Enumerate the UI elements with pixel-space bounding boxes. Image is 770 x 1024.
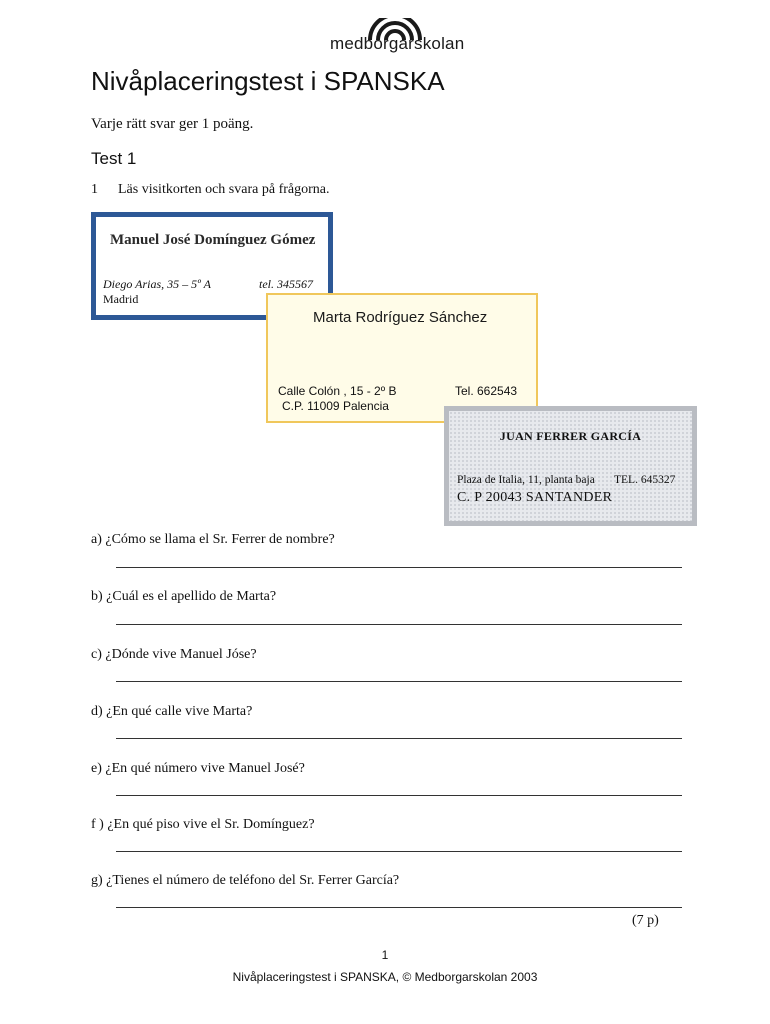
medborgarskolan-logo — [330, 18, 465, 58]
answer-line-f[interactable] — [116, 851, 682, 852]
question-d: d) ¿En qué calle vive Marta? — [91, 704, 253, 719]
points-total: (7 p) — [632, 913, 659, 928]
answer-line-e[interactable] — [116, 795, 682, 796]
card-phone: tel. 345567 — [259, 277, 313, 291]
card-address: Plaza de Italia, 11, planta baja — [457, 474, 595, 486]
answer-line-b[interactable] — [116, 624, 682, 625]
card-phone: Tel. 662543 — [455, 384, 518, 398]
card-address: Diego Arias, 35 – 5º A — [103, 277, 211, 291]
card-name: Manuel José Domínguez Gómez — [110, 232, 316, 248]
answer-line-d[interactable] — [116, 738, 682, 739]
page-title: Nivåplaceringstest i SPANSKA — [91, 66, 445, 96]
answer-line-g[interactable] — [116, 907, 682, 908]
answer-line-a[interactable] — [116, 567, 682, 568]
card-phone: TEL. 645327 — [614, 474, 676, 486]
question-g: g) ¿Tienes el número de teléfono del Sr. Ferrer García? — [91, 873, 400, 888]
logo-text: medborgarskolan — [330, 34, 465, 53]
card-name: JUAN FERRER GARCÍA — [499, 429, 642, 443]
task-instruction: Läs visitkorten och svara på frågorna. — [118, 182, 330, 197]
answer-line-c[interactable] — [116, 681, 682, 682]
task-number: 1 — [91, 182, 98, 197]
card-name: Marta Rodríguez Sánchez — [313, 309, 488, 326]
card-city: Madrid — [103, 292, 139, 306]
question-f: f ) ¿En qué piso vive el Sr. Domínguez? — [91, 817, 315, 832]
card-address: Calle Colón , 15 - 2º B — [278, 384, 397, 398]
intro-text: Varje rätt svar ger 1 poäng. — [91, 116, 254, 132]
business-card-marta — [266, 293, 538, 423]
question-e: e) ¿En qué número vive Manuel José? — [91, 761, 305, 776]
business-card-juan — [444, 406, 697, 526]
question-a: a) ¿Cómo se llama el Sr. Ferrer de nombre? — [91, 532, 335, 547]
card-city: C.P. 11009 Palencia — [282, 399, 389, 413]
question-c: c) ¿Dónde vive Manuel Jóse? — [91, 647, 257, 662]
card-city: C. P 20043 SANTANDER — [457, 490, 613, 505]
page-number: 1 — [381, 948, 389, 962]
test-heading: Test 1 — [91, 149, 137, 168]
question-b: b) ¿Cuál es el apellido de Marta? — [91, 589, 277, 604]
footer-text: Nivåplaceringstest i SPANSKA, © Medborgarskolan 2003 — [232, 970, 538, 984]
